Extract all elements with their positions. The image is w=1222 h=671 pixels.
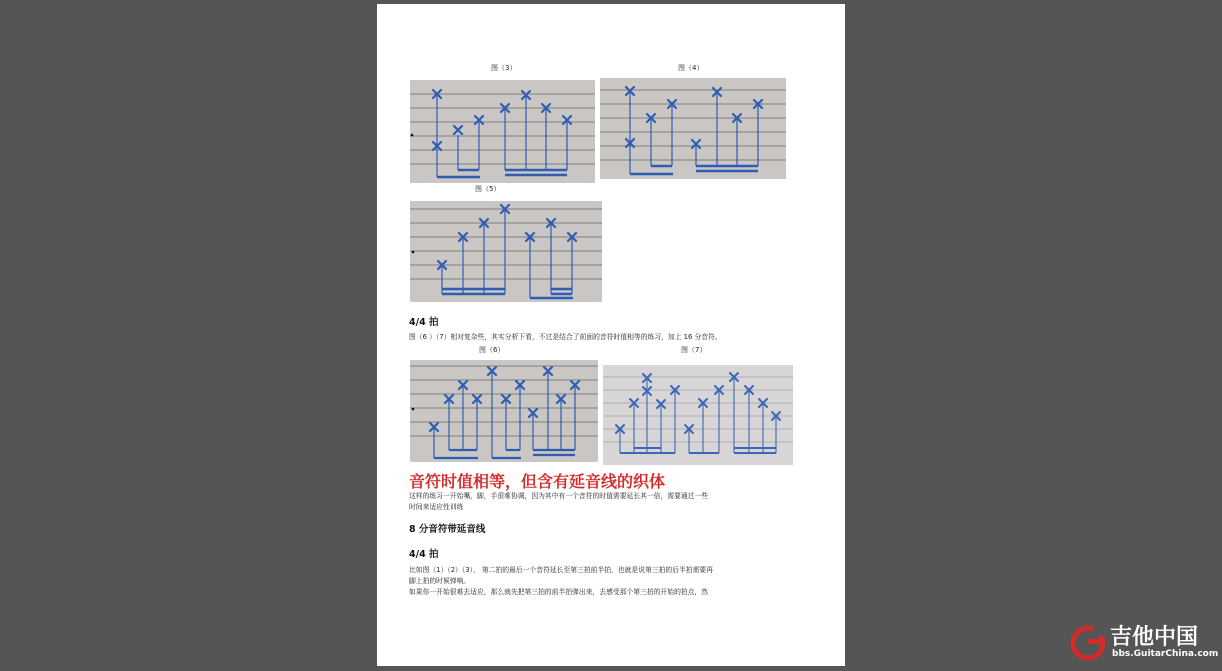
caption-fig4: 图（4）	[678, 64, 704, 72]
tab-figure-6	[410, 360, 598, 462]
section-heading-tied-notes: 音符时值相等，但含有延音线的织体	[409, 472, 666, 491]
heading-eighth-note-tie: 8 分音符带延音线	[409, 524, 486, 535]
watermark-url: bbs.GuitarChina.com	[1112, 649, 1219, 659]
caption-fig3: 图（3）	[491, 64, 517, 72]
guitarchina-logo-icon	[1068, 622, 1108, 662]
heading-44-time-2: 4/4 拍	[409, 549, 439, 560]
paragraph-fig6-7: 图（6 ）（7）相对复杂些，其实分析下看，不过是结合了前面的音符时值相等的练习，加上 16 分音符。	[409, 333, 722, 341]
tab-figure-4	[600, 78, 786, 179]
tab-figure-3	[410, 80, 595, 183]
paragraph-example	[409, 565, 713, 598]
paragraph-example-line-1: 比如图（1）（2）（3）， 第二拍的最后一个音符延长至第三拍前半拍，也就是说第三拍的后半拍需要再	[409, 566, 713, 574]
document-page	[377, 4, 845, 666]
paragraph-tie-line-1: 这样的练习一开始嘴，脚，手很难协调，因为其中有一个音符的时值需要延长其一倍，需要通过一些	[409, 492, 709, 500]
caption-fig7: 图（7）	[681, 346, 707, 354]
caption-fig6: 图（6）	[479, 346, 505, 354]
tab-figure-5	[410, 201, 602, 302]
paragraph-example-line-2: 脚上拍的时候弹响。	[409, 577, 471, 585]
watermark-title: 吉他中国	[1110, 625, 1199, 650]
paragraph-tie-line-2: 时间来适应性训练	[409, 503, 464, 511]
heading-44-time: 4/4 拍	[409, 317, 439, 328]
tab-figure-7	[603, 365, 793, 465]
paragraph-tie-practice	[409, 491, 708, 513]
site-watermark	[1068, 618, 1218, 666]
caption-fig5: 图（5）	[475, 185, 501, 193]
paragraph-example-line-3: 如果你一开始很难去适应，那么就先把第三拍的前半拍弹出来，去感受那个第三拍的开始的拍点，然	[409, 588, 709, 596]
